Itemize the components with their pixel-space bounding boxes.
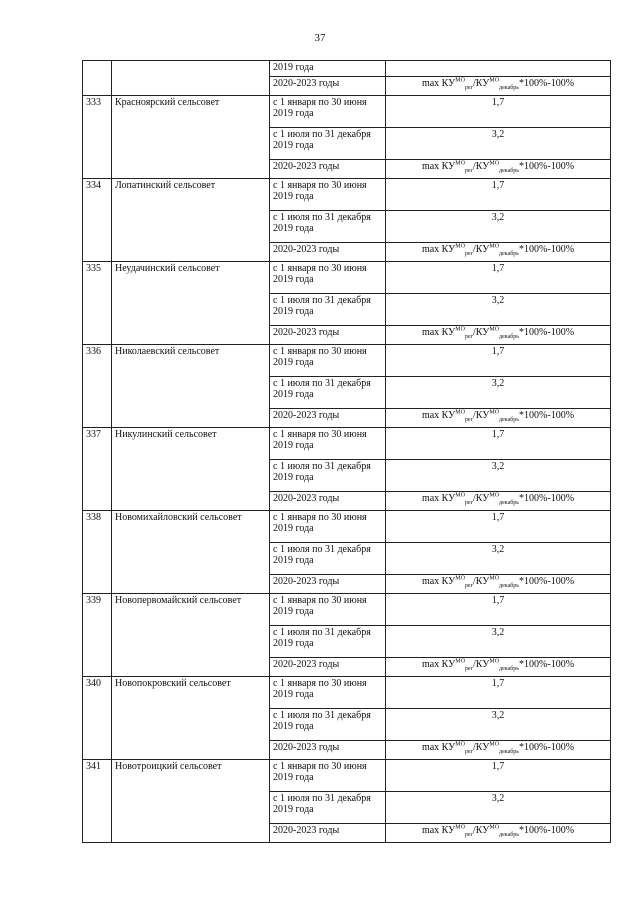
- municipality-name-cell: Николаевский сельсовет: [112, 345, 270, 428]
- period-cell: с 1 июля по 31 декабря 2019 года: [270, 709, 386, 741]
- row-number-cell: 337: [83, 428, 112, 511]
- municipality-name-cell: Неудачинский сельсовет: [112, 262, 270, 345]
- formula-suffix: *100%-100%: [519, 576, 575, 587]
- rates-table: [82, 60, 611, 843]
- period-cell: с 1 июля по 31 декабря 2019 года: [270, 543, 386, 575]
- period-cell: с 1 июля по 31 декабря 2019 года: [270, 294, 386, 326]
- value-cell: 3,2: [386, 377, 611, 409]
- formula-sup-2: МО: [489, 824, 500, 831]
- value-cell: 3,2: [386, 709, 611, 741]
- formula-prefix: max КУ: [421, 78, 456, 89]
- formula-sub-2: декабрь: [499, 168, 520, 174]
- municipality-name-cell: Красноярский сельсовет: [112, 96, 270, 179]
- formula-cell: [386, 658, 611, 677]
- formula-sup-1: МО: [455, 741, 465, 748]
- formula-sup-1: МО: [455, 658, 465, 665]
- formula-sup-1: МО: [455, 575, 465, 582]
- formula-suffix: *100%-100%: [519, 493, 575, 504]
- municipality-name-cell: [112, 61, 270, 96]
- row-number-cell: 336: [83, 345, 112, 428]
- formula-sub-2: декабрь: [499, 417, 520, 423]
- formula-sub-1: рег: [464, 85, 474, 91]
- formula-sub-2: декабрь: [499, 334, 520, 340]
- period-cell: 2020-2023 годы: [270, 409, 386, 428]
- row-number-cell: 334: [83, 179, 112, 262]
- formula-prefix: max КУ: [421, 244, 456, 255]
- table-body: [83, 61, 611, 843]
- value-cell: 1,7: [386, 677, 611, 709]
- formula-sup-2: МО: [489, 77, 500, 84]
- formula-sup-1: МО: [455, 409, 465, 416]
- value-cell: 1,7: [386, 179, 611, 211]
- formula-prefix: max КУ: [421, 659, 456, 670]
- formula-slash: /КУ: [473, 576, 490, 587]
- row-number-cell: 338: [83, 511, 112, 594]
- period-cell: с 1 января по 30 июня 2019 года: [270, 677, 386, 709]
- formula-sup-2: МО: [489, 160, 500, 167]
- table-row: [83, 262, 611, 294]
- period-cell: с 1 января по 30 июня 2019 года: [270, 428, 386, 460]
- formula-sub-1: рег: [464, 749, 474, 755]
- period-cell: с 1 июля по 31 декабря 2019 года: [270, 377, 386, 409]
- formula-sub-1: рег: [464, 583, 474, 589]
- period-cell: с 1 января по 30 июня 2019 года: [270, 262, 386, 294]
- period-cell: 2020-2023 годы: [270, 243, 386, 262]
- formula-suffix: *100%-100%: [519, 327, 575, 338]
- table-row-continued: [83, 61, 611, 77]
- municipality-name-cell: Никулинский сельсовет: [112, 428, 270, 511]
- period-cell: 2020-2023 годы: [270, 658, 386, 677]
- row-number-cell: 339: [83, 594, 112, 677]
- formula-prefix: max КУ: [421, 161, 456, 172]
- formula-cell: [386, 741, 611, 760]
- period-cell: 2020-2023 годы: [270, 326, 386, 345]
- formula-slash: /КУ: [473, 244, 490, 255]
- period-cell: с 1 января по 30 июня 2019 года: [270, 511, 386, 543]
- page-number: 37: [314, 32, 326, 44]
- formula-sub-1: рег: [464, 666, 474, 672]
- value-cell: 3,2: [386, 128, 611, 160]
- formula-sup-2: МО: [489, 741, 500, 748]
- value-cell: 1,7: [386, 594, 611, 626]
- formula-suffix: *100%-100%: [519, 410, 575, 421]
- value-cell: 1,7: [386, 760, 611, 792]
- value-cell: 3,2: [386, 211, 611, 243]
- formula-sup-2: МО: [489, 243, 500, 250]
- formula-slash: /КУ: [473, 161, 490, 172]
- municipality-name-cell: Новомихайловский сельсовет: [112, 511, 270, 594]
- formula-prefix: max КУ: [421, 327, 456, 338]
- period-cell: с 1 июля по 31 декабря 2019 года: [270, 211, 386, 243]
- formula-cell: [386, 492, 611, 511]
- formula-sup-2: МО: [489, 326, 500, 333]
- formula-cell: [386, 243, 611, 262]
- formula-sub-2: декабрь: [499, 749, 520, 755]
- table-row: [83, 428, 611, 460]
- formula-sub-2: декабрь: [499, 666, 520, 672]
- formula-sub-2: декабрь: [499, 500, 520, 506]
- formula-sub-2: декабрь: [499, 251, 520, 257]
- formula-slash: /КУ: [473, 410, 490, 421]
- formula-sub-1: рег: [464, 417, 474, 423]
- period-cell: с 1 января по 30 июня 2019 года: [270, 96, 386, 128]
- period-cell: с 1 января по 30 июня 2019 года: [270, 345, 386, 377]
- value-cell: 3,2: [386, 460, 611, 492]
- formula-sub-1: рег: [464, 334, 474, 340]
- formula-suffix: *100%-100%: [519, 161, 575, 172]
- formula-slash: /КУ: [473, 659, 490, 670]
- period-cell: с 1 июля по 31 декабря 2019 года: [270, 626, 386, 658]
- formula-sup-2: МО: [489, 409, 500, 416]
- value-cell: 1,7: [386, 428, 611, 460]
- value-cell: 3,2: [386, 294, 611, 326]
- formula-cell: [386, 160, 611, 179]
- formula-cell: [386, 326, 611, 345]
- formula-suffix: *100%-100%: [519, 742, 575, 753]
- row-number-cell: 335: [83, 262, 112, 345]
- period-cell: 2020-2023 годы: [270, 160, 386, 179]
- formula-sub-1: рег: [464, 168, 474, 174]
- formula-sup-2: МО: [489, 658, 500, 665]
- table-row: [83, 760, 611, 792]
- formula-prefix: max КУ: [421, 493, 456, 504]
- period-cell: 2020-2023 годы: [270, 575, 386, 594]
- value-cell: 1,7: [386, 511, 611, 543]
- table-row: [83, 179, 611, 211]
- formula-sup-1: МО: [455, 492, 465, 499]
- value-cell: 1,7: [386, 96, 611, 128]
- formula-sub-1: рег: [464, 832, 474, 838]
- formula-suffix: *100%-100%: [519, 244, 575, 255]
- value-cell: 1,7: [386, 345, 611, 377]
- row-number-cell: 333: [83, 96, 112, 179]
- table-row: [83, 511, 611, 543]
- formula-sub-1: рег: [464, 251, 474, 257]
- period-cell: 2020-2023 годы: [270, 77, 386, 96]
- formula-cell: [386, 77, 611, 96]
- municipality-name-cell: Лопатинский сельсовет: [112, 179, 270, 262]
- period-cell: с 1 января по 30 июня 2019 года: [270, 760, 386, 792]
- formula-prefix: max КУ: [421, 410, 456, 421]
- formula-sup-2: МО: [489, 492, 500, 499]
- period-cell: 2019 года: [270, 61, 386, 77]
- formula-sup-1: МО: [455, 77, 465, 84]
- formula-cell: [386, 409, 611, 428]
- formula-sub-1: рег: [464, 500, 474, 506]
- formula-prefix: max КУ: [421, 825, 456, 836]
- table-row: [83, 677, 611, 709]
- formula-sup-2: МО: [489, 575, 500, 582]
- value-cell: 3,2: [386, 626, 611, 658]
- row-number-cell: [83, 61, 112, 96]
- period-cell: с 1 июля по 31 декабря 2019 года: [270, 460, 386, 492]
- period-cell: с 1 января по 30 июня 2019 года: [270, 179, 386, 211]
- value-cell: 1,7: [386, 262, 611, 294]
- formula-sup-1: МО: [455, 824, 465, 831]
- table-row: [83, 345, 611, 377]
- formula-suffix: *100%-100%: [519, 825, 575, 836]
- formula-sub-2: декабрь: [499, 85, 520, 91]
- value-cell: [386, 61, 611, 77]
- formula-sup-1: МО: [455, 243, 465, 250]
- period-cell: 2020-2023 годы: [270, 824, 386, 843]
- row-number-cell: 340: [83, 677, 112, 760]
- formula-sub-2: декабрь: [499, 583, 520, 589]
- value-cell: 3,2: [386, 543, 611, 575]
- table-row: [83, 96, 611, 128]
- municipality-name-cell: Новотроицкий сельсовет: [112, 760, 270, 843]
- formula-suffix: *100%-100%: [519, 78, 575, 89]
- formula-prefix: max КУ: [421, 742, 456, 753]
- formula-sup-1: МО: [455, 326, 465, 333]
- period-cell: 2020-2023 годы: [270, 492, 386, 511]
- row-number-cell: 341: [83, 760, 112, 843]
- period-cell: с 1 января по 30 июня 2019 года: [270, 594, 386, 626]
- formula-sub-2: декабрь: [499, 832, 520, 838]
- municipality-name-cell: Новопервомайский сельсовет: [112, 594, 270, 677]
- formula-suffix: *100%-100%: [519, 659, 575, 670]
- formula-cell: [386, 824, 611, 843]
- table-row: [83, 594, 611, 626]
- value-cell: 3,2: [386, 792, 611, 824]
- municipality-name-cell: Новопокровский сельсовет: [112, 677, 270, 760]
- formula-slash: /КУ: [473, 327, 490, 338]
- period-cell: с 1 июля по 31 декабря 2019 года: [270, 128, 386, 160]
- formula-slash: /КУ: [473, 78, 490, 89]
- formula-sup-1: МО: [455, 160, 465, 167]
- formula-slash: /КУ: [473, 493, 490, 504]
- formula-slash: /КУ: [473, 742, 490, 753]
- formula-slash: /КУ: [473, 825, 490, 836]
- period-cell: с 1 июля по 31 декабря 2019 года: [270, 792, 386, 824]
- formula-cell: [386, 575, 611, 594]
- formula-prefix: max КУ: [421, 576, 456, 587]
- period-cell: 2020-2023 годы: [270, 741, 386, 760]
